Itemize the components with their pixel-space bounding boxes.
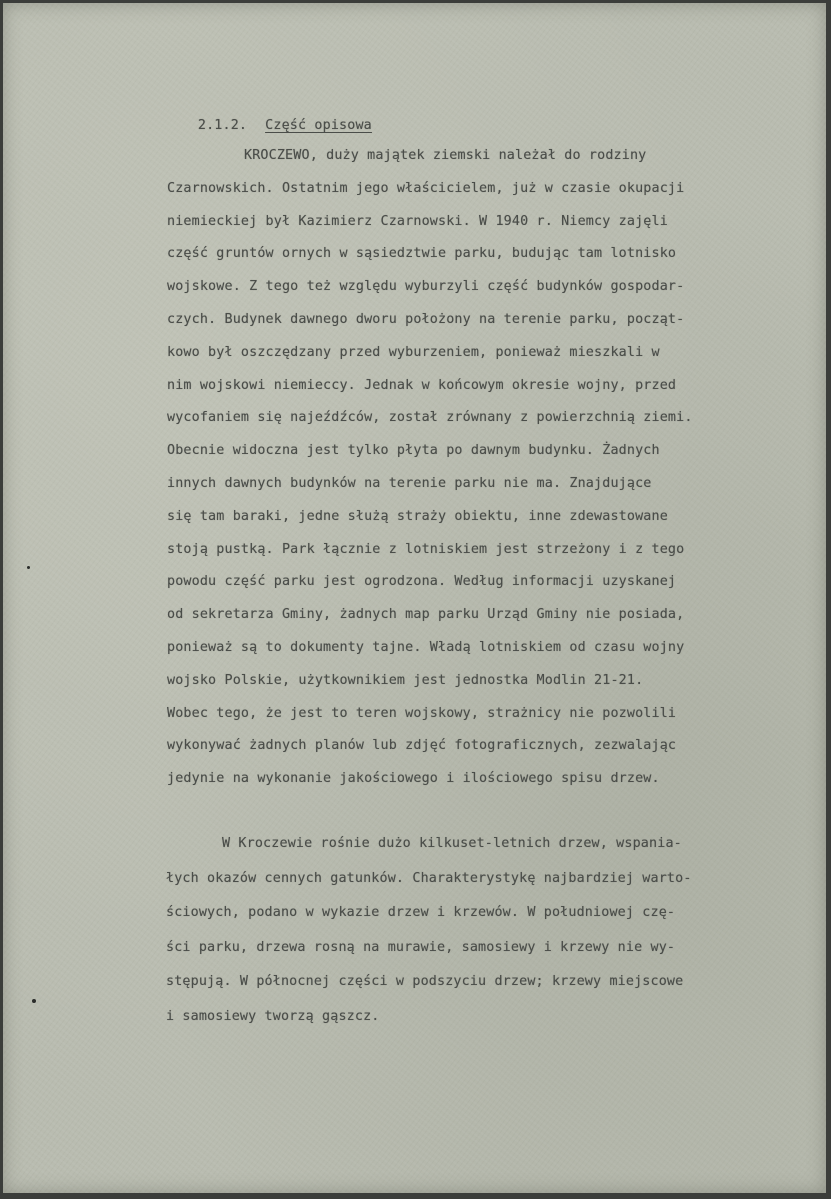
text-line: wykonywać żadnych planów lub zdjęć fotograficznych, zezwalając <box>167 738 677 754</box>
text-line: KROCZEWO, duży majątek ziemski należał do rodziny <box>244 148 647 163</box>
punch-mark-bottom <box>32 999 36 1003</box>
text-line: kowo był oszczędzany przed wyburzeniem, ponieważ mieszkali w <box>167 344 660 360</box>
text-line: od sekretarza Gminy, żadnych map parku Urząd Gminy nie posiada, <box>167 607 685 623</box>
text-line: W Kroczewie rośnie dużo kilkuset-letnich drzew, wspania- <box>222 836 682 851</box>
text-line: Obecnie widoczna jest tylko płyta po dawnym budynku. Żadnych <box>167 443 660 459</box>
text-line: wojskowe. Z tego też względu wyburzyli część budynków gospodar- <box>167 279 685 295</box>
text-line: wojsko Polskie, użytkownikiem jest jednostka Modlin 21-21. <box>167 672 644 688</box>
text-line: i samosiewy tworzą gąszcz. <box>166 1008 380 1024</box>
text-line: Wobec tego, że jest to teren wojskowy, strażnicy nie pozwolili <box>167 705 677 721</box>
text-line: czych. Budynek dawnego dworu położony na terenie parku, począt- <box>167 312 685 327</box>
section-heading <box>165 106 372 146</box>
text-line: ściowych, podano w wykazie drzew i krzewów. W południowej czę- <box>166 905 676 920</box>
text-line: łych okazów cennych gatunków. Charakterystykę najbardziej warto- <box>166 870 692 886</box>
text-line: się tam baraki, jedne służą straży obiektu, inne zdewastowane <box>167 508 668 524</box>
typewritten-page <box>3 3 826 1193</box>
text-line: stępują. W północnej części w podszyciu drzew; krzewy miejscowe <box>166 974 684 989</box>
text-line: Czarnowskich. Ostatnim jego właścicielem, już w czasie okupacji <box>167 180 685 196</box>
text-line: powodu część parku jest ogrodzona. Według informacji uzyskanej <box>167 574 677 590</box>
text-line: wycofaniem się najeźdźców, został zrównany z powierzchnią ziemi. <box>167 410 693 426</box>
text-line: ści parku, drzewa rosną na murawie, samosiewy i krzewy nie wy- <box>166 939 676 955</box>
section-title: Część opisowa <box>265 118 372 134</box>
section-number: 2.1.2. <box>197 118 248 134</box>
punch-mark-top <box>27 566 30 569</box>
text-line: jedynie na wykonanie jakościowego i ilościowego spisu drzew. <box>167 771 660 787</box>
text-line: niemieckiej był Kazimierz Czarnowski. W 1940 r. Niemcy zajęli <box>167 213 668 229</box>
text-line: ponieważ są to dokumenty tajne. Władą lotniskiem od czasu wojny <box>167 640 685 655</box>
text-line: innych dawnych budynków na terenie parku nie ma. Znajdujące <box>167 476 652 491</box>
text-line: stoją pustką. Park łącznie z lotniskiem jest strzeżony i z tego <box>167 541 685 557</box>
text-line: część gruntów ornych w sąsiedztwie parku, budując tam lotnisko <box>167 246 677 262</box>
text-line: nim wojskowi niemieccy. Jednak w końcowym okresie wojny, przed <box>167 377 677 393</box>
